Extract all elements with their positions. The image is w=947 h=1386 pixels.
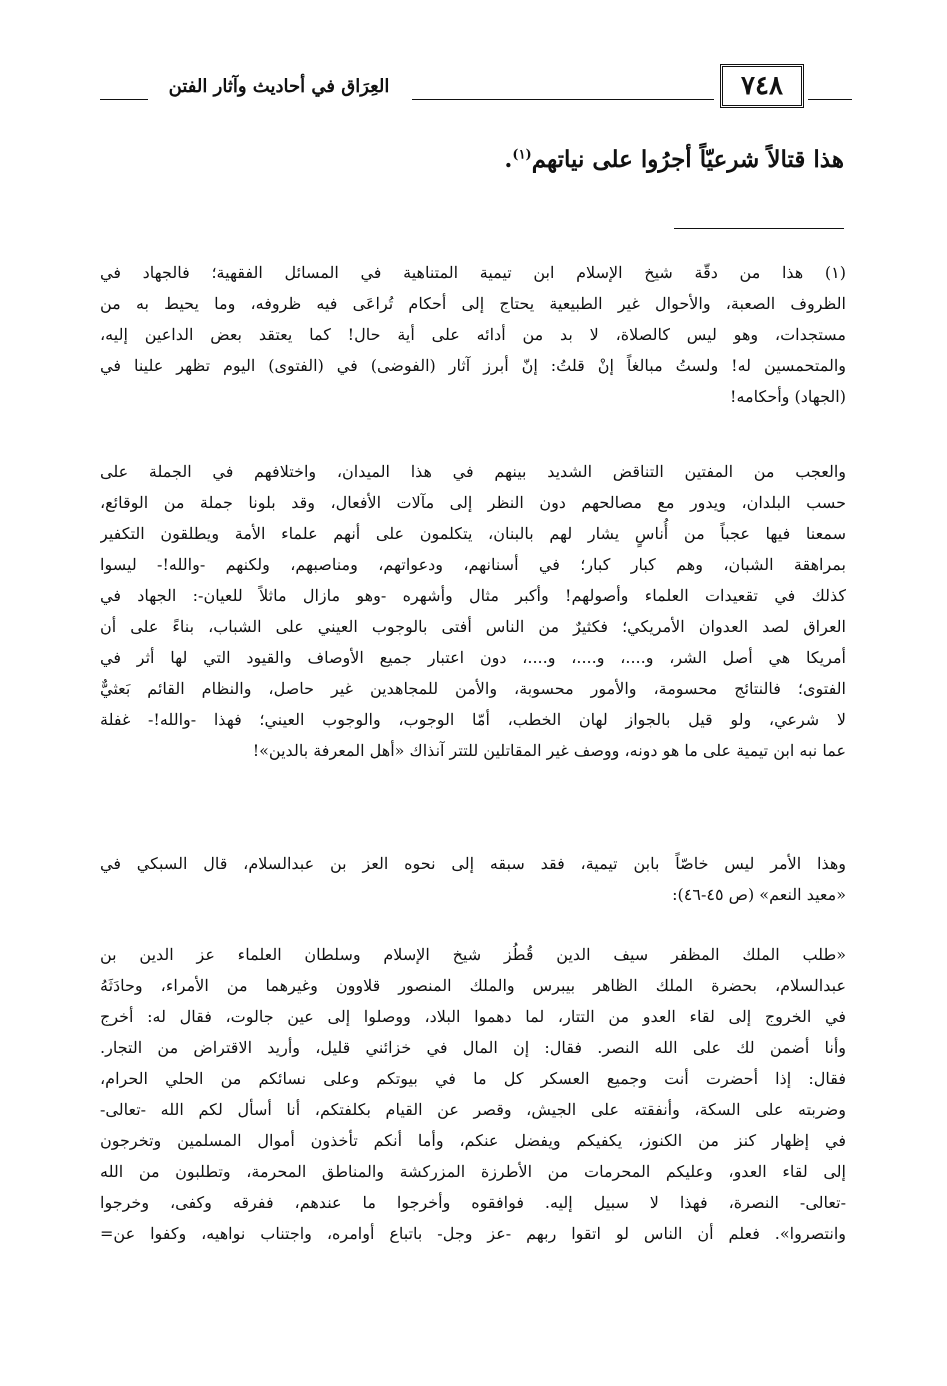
main-text-period: . bbox=[504, 146, 513, 173]
text-line: وانتصروا». فعلم أن الناس لو اتقوا ربهم -عز وجل- باتباع أوامره، واجتناب نواهيه، وكفوا عن= bbox=[100, 1224, 846, 1243]
footnote-reference: (١) bbox=[512, 147, 532, 163]
text-line: إلى لقاء العدو، وعليكم المحرمات من الأطرزة المزركشة والمناطق المحرمة، وتطلبون من الله bbox=[100, 1162, 846, 1181]
main-text bbox=[504, 146, 844, 173]
text-line: (١) هذا من دقّة شيخ الإسلام ابن تيمية المتناهية في المسائل الفقهية؛ فالجهاد في bbox=[100, 263, 846, 282]
footnote-quotation bbox=[100, 939, 846, 1249]
main-text-content: هذا قتالاً شرعيّاً أجرُوا على نياتهم bbox=[531, 146, 844, 173]
footnote-paragraph-3 bbox=[100, 848, 846, 910]
text-line: وأنا أضمن لك على الله النصر. فقال: إن المال في خزائني قليل، وأريد الاقتراض من التجار. bbox=[100, 1038, 846, 1057]
header-rule-middle bbox=[412, 99, 714, 100]
page-header bbox=[100, 58, 852, 118]
text-line: «طلب الملك المظفر سيف الدين قُطُز شيخ الإسلام وسلطان العلماء عز الدين بن bbox=[100, 945, 846, 964]
text-line: والمتحمسين له! ولستُ مبالغاً إنْ قلتُ: إنّ أبرز آثار (الفوضى) في (الفتوى) اليوم تظهر علينا في bbox=[100, 356, 846, 375]
text-line: مستجدات، وهو ليس كالصلاة، لا بد من أدائه على أية حال! كما يعتقد بعض الداعين إليه، bbox=[100, 325, 846, 344]
text-line: سمعنا فيها عجباً من أُناسٍ يشار لهم بالبنان، يتكلمون على أنهم علماء الأمة ويطلقون التكفير bbox=[100, 524, 846, 543]
text-line: وهذا الأمر ليس خاصّاً بابن تيمية، فقد سبقه إلى نحوه العز بن عبدالسلام، قال السبكي في bbox=[100, 854, 846, 873]
text-line: الفتوى؛ فالنتائج محسومة، والأمور محسوبة، والأمن للمجاهدين غير حاصل، والنظام القائم بَعثيٌّ bbox=[100, 679, 846, 698]
text-line: العراق لصد العدوان الأمريكي؛ فكثيرٌ من الناس أفتى بالوجوب العيني على الشباب، بناءً على أن bbox=[100, 617, 846, 636]
text-line: في إظهار كنز من الكنوز، يكفيكم ويفضل عنكم، وأما أنكم تأخذون أموال المسلمين وتخرجون bbox=[100, 1131, 846, 1150]
footnote-paragraph-1 bbox=[100, 257, 846, 412]
text-line: أمريكا هي أصل الشر، و....، و....، و....، دون اعتبار جميع الأوصاف والقيود التي لها أثر في bbox=[100, 648, 846, 667]
text-line: في الخروج إلى لقاء العدو من التتار، لما دهموا البلاد، ووصلوا إلى عين جالوت، فقال له: أخرج bbox=[100, 1007, 846, 1026]
header-rule-right bbox=[808, 99, 852, 100]
text-line: بمراهقة الشبان، وهم كبار كبار؛ في أسنانهم، ودعواتهم، ومناصبهم، ولكنهم -والله!- ليسوا bbox=[100, 555, 846, 574]
text-line: عبدالسلام، بحضرة الملك الظاهر بيبرس والملك المنصور قلاوون وغيرهما من الأمراء، وحادَثَهُ bbox=[100, 976, 846, 995]
text-line: والعجب من المفتين التناقض الشديد بينهم في هذا الميدان، واختلافهم في الجملة على bbox=[100, 462, 846, 481]
text-line: لا شرعي، ولو قيل بالجواز لهان الخطب، أمّا الوجوب، والوجوب العيني؛ فهذا -والله!- غفلة bbox=[100, 710, 846, 729]
text-line: كذلك في تقعيدات العلماء وأصولهم! وأكبر مثال وأشهره -وهو مازال ماثلاً للعيان-: الجهاد في bbox=[100, 586, 846, 605]
header-rule-left bbox=[100, 99, 148, 100]
book-title: العِرَاق في أحاديث وآثار الفتن bbox=[168, 76, 390, 97]
text-line: وضربته على السكة، وأنفقته على الجيش، وقصر عن القيام بكلفتكم، أنا أسأل لكم الله -تعالى- bbox=[100, 1100, 846, 1119]
text-line: -تعالى- النصرة، فهذا لا سبيل إليه. فوافقوه وأخرجوا ما عندهم، ففرقه وكفى، وخرجوا bbox=[100, 1193, 846, 1212]
text-line: «معيد النعم» (ص ٤٥-٤٦): bbox=[672, 885, 846, 904]
text-line: فقال: إذا أحضرت أنت وجميع العسكر كل ما في بيوتكم وعلى نسائكم من الحلي الحرام، bbox=[100, 1069, 846, 1088]
footnote-separator bbox=[674, 228, 844, 229]
text-line: (الجهاد) وأحكامه! bbox=[730, 387, 846, 406]
text-line: الظروف الصعبة، والأحوال غير الطبيعية يحتاج إلى أحكام تُراعَى فيه ظروفه، وما يحيط به من bbox=[100, 294, 846, 313]
text-line: حسب البلدان، ويدور مع مصالحهم دون النظر إلى مآلات الأفعال، وقد بلونا جملة من الوقائع، bbox=[100, 493, 846, 512]
page-number: ٧٤٨ bbox=[720, 64, 804, 108]
footnote-paragraph-2 bbox=[100, 456, 846, 766]
text-line: عما نبه ابن تيمية على ما هو دونه، ووصف غير المقاتلين للتتر آنذاك «أهل المعرفة بالدين»! bbox=[252, 741, 846, 760]
